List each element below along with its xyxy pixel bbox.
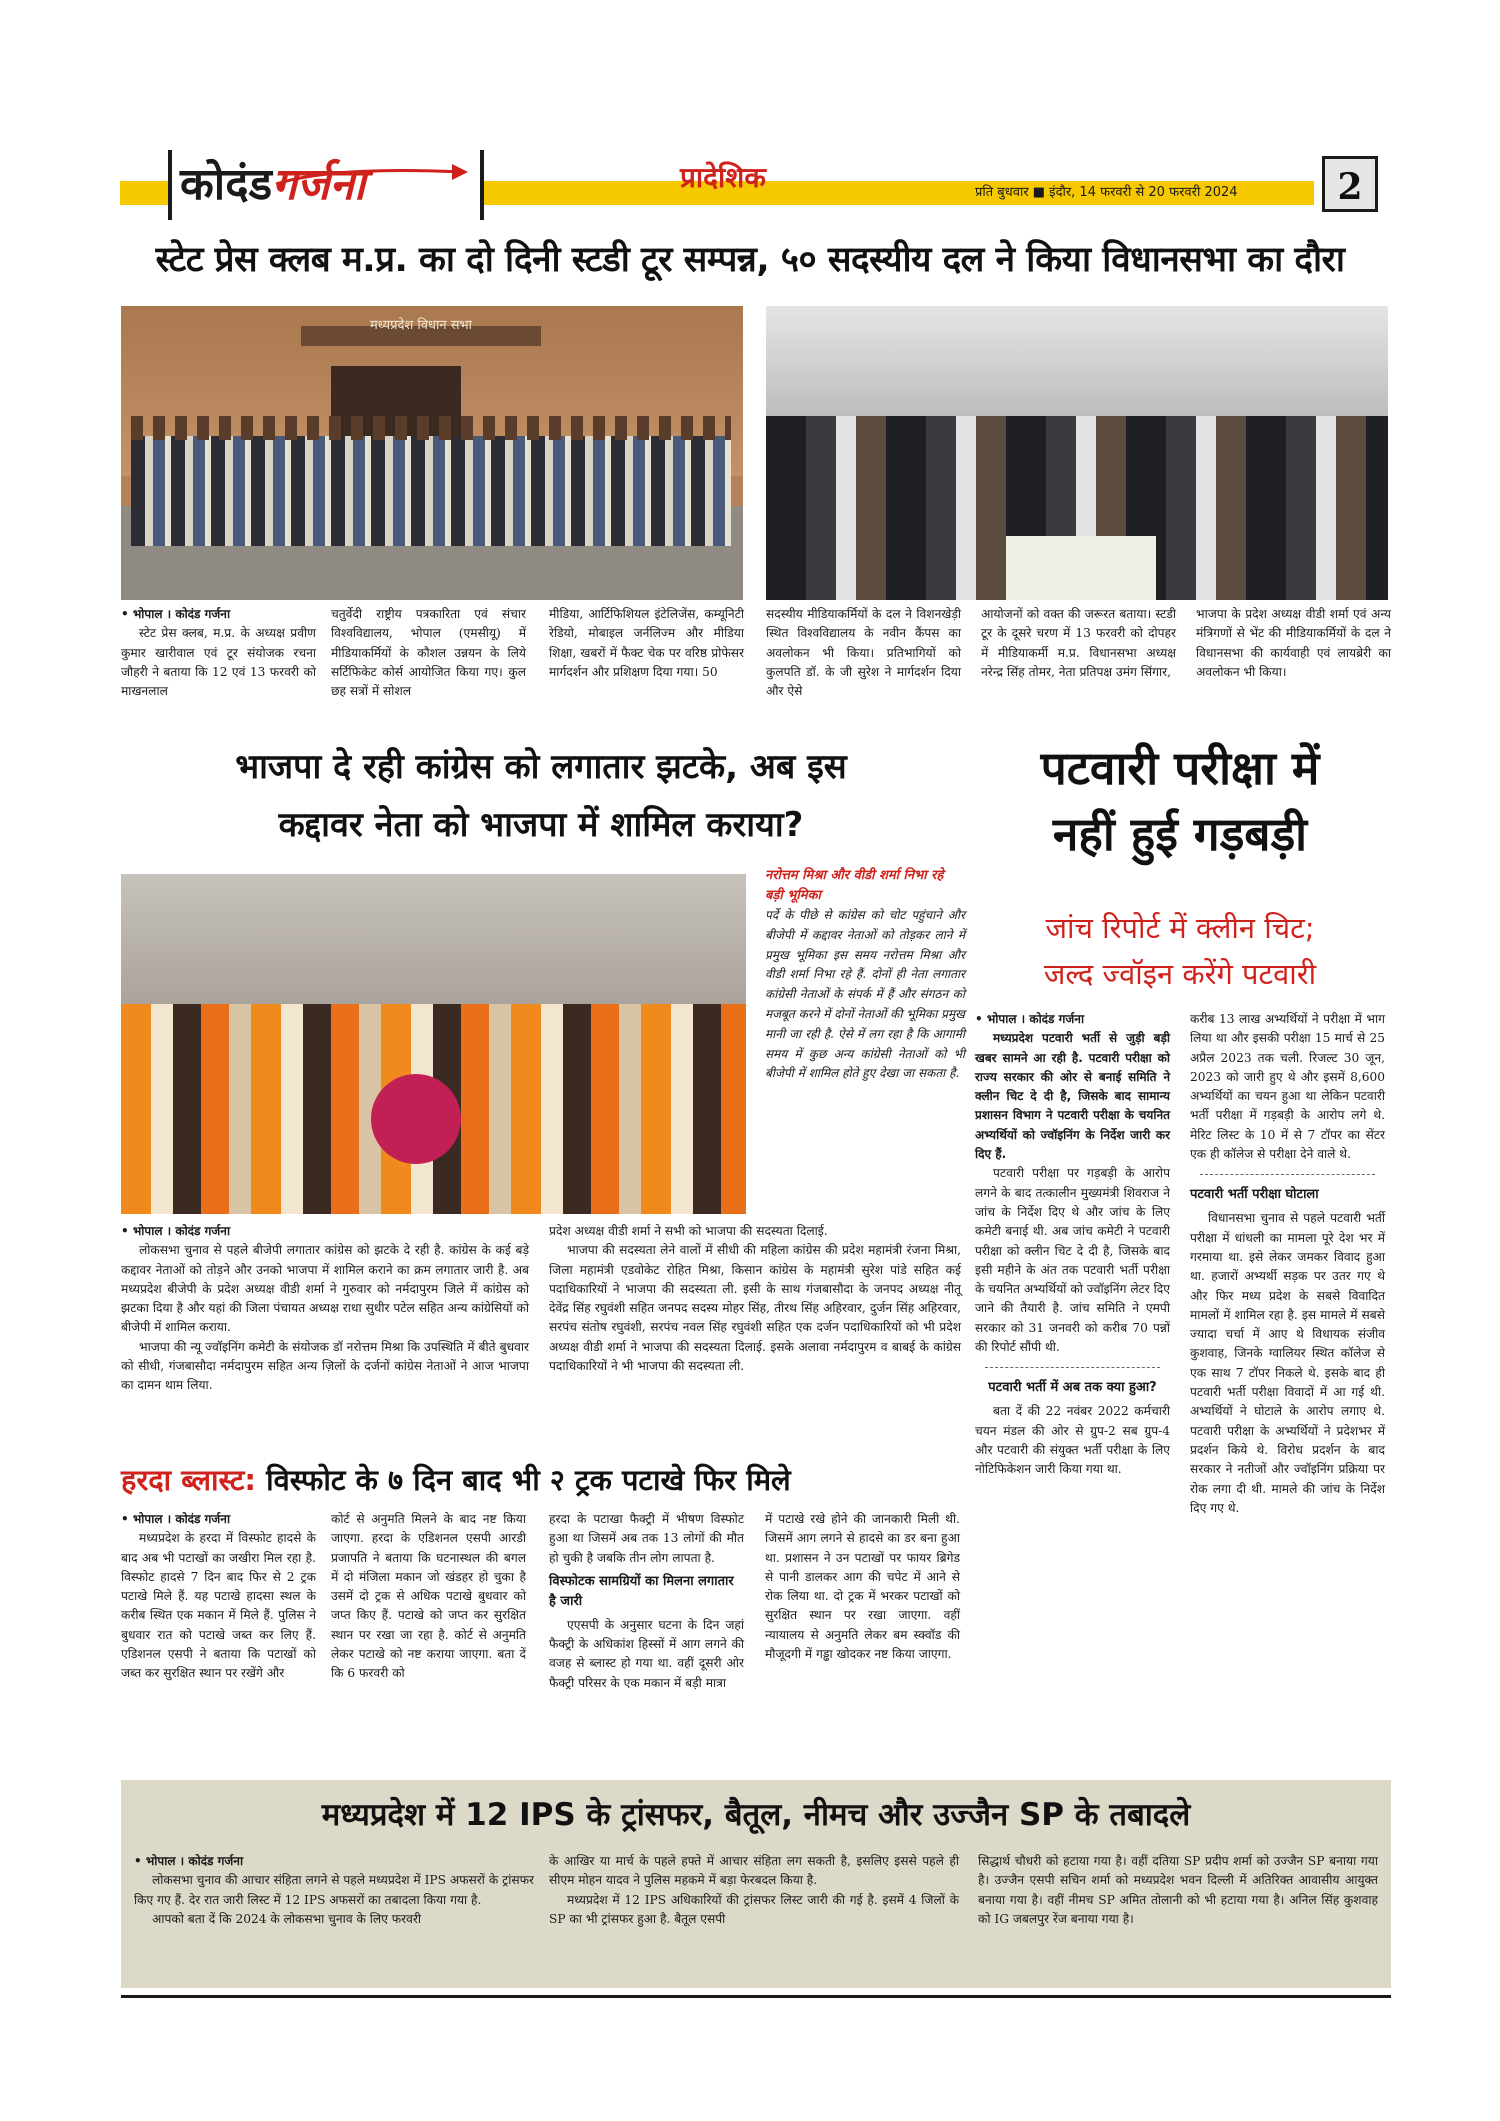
issue-info: प्रति बुधवार ■ इंदौर, 14 फरवरी से 20 फरवरी 2024 — [975, 185, 1238, 200]
story1-col6: भाजपा के प्रदेश अध्यक्ष वीडी शर्मा एवं अन्य मंत्रिगणों से भेंट की मीडियाकर्मियों के दल ने विधानसभा की कार्यवाही एवं लायब्रेरी का अवलोकन भी किया। — [1196, 607, 1391, 679]
logo-part-2: गर्जना — [272, 159, 366, 210]
logo-arrow-icon — [272, 156, 472, 196]
story3-col1: • भोपाल । कोदंड गर्जना मध्यप्रदेश पटवारी भर्ती से जुड़ी बड़ी खबर सामने आ रही है. पटवारी परीक्षा को राज्य सरकार की ओर से बनाई समिति ने क्लीन चिट दे दी है, जिसके बाद सामान्य प्रशासन विभाग ने पटवारी परीक्षा के चयनित अभ्यर्थियों को ज्वॉइनिंग के निर्देश जारी कर दिए हैं. पटवारी परीक्षा पर गड़बड़ी के आरोप लगने के बाद तत्कालीन मुख्यमंत्री शिवराज ने जांच के निर्देश दिए थे और जांच के लिए कमेटी बनाई थी. अब जांच कमेटी ने पटवारी परीक्षा को क्लीन चिट दे दी है, जिसके बाद इसी महीने के अंत तक पटवारी भर्ती परीक्षा के चयनित अभ्यर्थियों को ज्वॉइनिंग लेटर दिए जाने की तैयारी है. जांच समिति ने एमपी सरकार को 31 जनवरी को करीब 70 पन्नों की रिपोर्ट सौंपी थी. पटवारी भर्ती में अब तक क्या हुआ? बता दें की 22 नवंबर 2022 कर्मचारी चयन मंडल की ओर से ग्रुप-2 सब ग्रुप-4 और पटवारी की संयुक्त भर्ती परीक्षा के लिए नोटिफिकेशन जारी किया गया था. — [975, 1012, 1170, 1477]
story2-col2: प्रदेश अध्यक्ष वीडी शर्मा ने सभी को भाजपा की सदस्यता दिलाई. भाजपा की सदस्यता लेने वालों में सीधी की महिला कांग्रेस की प्रदेश महामंत्री रंजना मिश्रा, जिला महामंत्री एडवोकेट रोहित मिश्रा, किसान कांग्रेस के महामंत्री सुरेश पांडे सहित कई पदाधिकारियों ने भाजपा की सदस्यता ली. इसी के साथ गंजबासौदा के जनपद अध्यक्ष नीतू देवेंद्र सिंह रघुवंशी सहित जनपद सदस्य मोहर सिंह, तीरथ सिंह अहिरवार, दुर्जन सिंह अहिरवार, सरपंच संतोष रघुवंशी, सरपंच नवल सिंह रघुवंशी सहित एक दर्जन पदाधिकारियों को भी प्रदेश अध्यक्ष वीडी शर्मा ने भाजपा की सदस्यता दिलाई. इसके अलावा नर्मदापुरम व बाबई के कांग्रेस पदाधिकारियों ने भी भाजपा की सदस्यता ली. — [549, 1224, 961, 1374]
story2-sidebar — [765, 866, 965, 1084]
story5-col2: के आखिर या मार्च के पहले हफ्ते में आचार संहिता लग सकती है, इसलिए इससे पहले ही सीएम मोहन यादव ने पुलिस महकमे में बड़ा फेरबदल किया है. मध्यप्रदेश में 12 IPS अधिकारियों की ट्रांसफर लिस्ट जारी की गई है. इसमें 4 जिलों के SP का भी ट्रांसफर हुआ है. बैतूल एसपी — [549, 1854, 959, 1926]
story5-col3: सिद्धार्थ चौधरी को हटाया गया है। वहीं दतिया SP प्रदीप शर्मा को उज्जैन SP बनाया गया है। उज्जैन एसपी सचिन शर्मा को मध्यप्रदेश भवन दिल्ली में अतिरिक्त आवासीय आयुक्त बनाया गया है। वहीं नीमच SP अमित तोलानी को भी हटाया गया है। अनिल सिंह कुशवाह को IG जबलपुर रेंज बनाया गया है। — [978, 1854, 1378, 1926]
story3-headline-line2: नहीं हुई गड़बड़ी — [1052, 807, 1308, 861]
photo-bjp-joining — [121, 874, 746, 1214]
story3-col1-subhead: पटवारी भर्ती में अब तक क्या हुआ? — [988, 1380, 1157, 1396]
story2-headline-line2: कद्दावर नेता को भाजपा में शामिल कराया? — [278, 805, 804, 845]
story3-subhead-line2: जल्द ज्वॉइन करेंगे पटवारी — [1043, 957, 1317, 991]
story4-col1: • भोपाल । कोदंड गर्जना मध्यप्रदेश के हरदा में विस्फोट हादसे के बाद अब भी पटाखों का जखीरा मिल रहा है. विस्फोट हादसे 7 दिन बाद फिर से 2 ट्रक पटाखे मिले हैं. यह पटाखे हादसा स्थल के करीब स्थित एक मकान में मिले हैं. पुलिस ने बुधवार रात को पटाखे जब्त कर लिए हैं. एडिशनल एसपी ने बताया कि पटाखों को जब्त कर सुरक्षित स्थान पर रखेंगे और — [121, 1512, 316, 1681]
story4-headline — [121, 1458, 961, 1502]
story1-col5: आयोजनों को वक्त की जरूरत बताया। स्टडी टूर के दूसरे चरण में 13 फरवरी को दोपहर में मीडियाकर्मी म.प्र. विधानसभा अध्यक्ष नरेन्द्र सिंह तोमर, नेता प्रतिपक्ष उमंग सिंगार, — [981, 607, 1176, 679]
story4-headline-tag: हरदा ब्लास्ट: — [121, 1463, 256, 1497]
building-sign: मध्यप्रदेश विधान सभा — [369, 318, 473, 333]
divider — [1200, 1174, 1375, 1175]
story3-subhead-line1: जांच रिपोर्ट में क्लीन चिट; — [1045, 911, 1315, 945]
story1-col3: मीडिया, आर्टिफिशियल इंटेलिजेंस, कम्यूनिटी रेडियो, मोबाइल जर्नलिज्म और मीडिया शिक्षा, खबरों में फैक्ट चेक पर वरिष्ठ प्रोफेसर मार्गदर्शन और प्रशिक्षण दिया गया। 50 — [549, 607, 744, 679]
story3-headline — [975, 735, 1385, 867]
story3-col2-subhead: पटवारी भर्ती परीक्षा घोटाला — [1190, 1187, 1319, 1203]
story2-col1: • भोपाल । कोदंड गर्जना लोकसभा चुनाव से पहले बीजेपी लगातार कांग्रेस को झटके दे रही है. कांग्रेस के कई बड़े कद्दावर नेताओं को तोड़ने और उनको भाजपा में शामिल कराने का क्रम लगातार जारी है. अब मध्यप्रदेश बीजेपी के प्रदेश अध्यक्ष वीडी शर्मा ने गुरुवार को नर्मदापुरम जिले में कांग्रेस को झटका दिया है और यहां की जिला पंचायत अध्यक्ष राधा सुधीर पटेल सहित अन्य कांग्रेसियों को बीजेपी में शामिल कराया. भाजपा की न्यू ज्वॉइनिंग कमेटी के संयोजक डॉ नरोत्तम मिश्रा कि उपस्थिति में बीते बुधवार को सीधी, गंजबासौदा नर्मदापुरम सहित अन्य ज़िलों के दर्जनों कांग्रेस नेताओं ने आज भाजपा का दामन थाम लिया. — [121, 1224, 529, 1393]
story1-col1: • भोपाल । कोदंड गर्जना स्टेट प्रेस क्लब, म.प्र. के अध्यक्ष प्रवीण कुमार खारीवाल एवं टूर संयोजक रचना जौहरी ने बताया कि 12 एवं 13 फरवरी को माखनलाल — [121, 607, 316, 699]
masthead-yellow-bar-left — [120, 181, 172, 205]
section-title: प्रादेशिक — [680, 161, 766, 194]
story2-headline-line1: भाजपा दे रही कांग्रेस को लगातार झटके, अब इस — [235, 747, 847, 787]
story4-col3-subhead: विस्फोटक सामग्रियों का मिलना लगातार है जारी — [549, 1573, 734, 1609]
story5-headline: मध्यप्रदेश में 12 IPS के ट्रांसफर, बैतूल, नीमच और उज्जैन SP के तबादले — [321, 1797, 1191, 1833]
photo-meeting-officials — [766, 306, 1388, 600]
story4-headline-text: विस्फोट के ७ दिन बाद भी २ ट्रक पटाखे फिर मिले — [256, 1463, 791, 1497]
story3-subhead — [975, 905, 1385, 997]
divider — [985, 1367, 1160, 1368]
story3-col2: करीब 13 लाख अभ्यर्थियों ने परीक्षा में भाग लिया था और इसकी परीक्षा 15 मार्च से 25 अप्रैल 2023 तक चली. रिजल्ट 30 जून, 2023 को जारी हुए थे और इसमें 8,600 अभ्यर्थियों का चयन हुआ था लेकिन पटवारी भर्ती परीक्षा में गड़बड़ी के आरोप लगे थे. मेरिट लिस्ट के 10 में से 7 टॉपर का सेंटर एक ही कॉलेज से परीक्षा देने वाले थे. पटवारी भर्ती परीक्षा घोटाला विधानसभा चुनाव से पहले पटवारी भर्ती परीक्षा में धांधली का मामला पूरे देश भर में गरमाया था. इसे लेकर जमकर विवाद हुआ था. हजारों अभ्यर्थी सड़क पर उतर गए थे और फिर मध्य प्रदेश के सबसे विवादित मामलों में शामिल रहा है. इस मामले में सबसे ज्यादा चर्चा में आए थे विधायक संजीव कुशवाह, जिनके ग्वालियर स्थित कॉलेज से एक साथ 7 टॉपर निकले थे. इसके बाद ही पटवारी भर्ती परीक्षा विवादों में आ गई थी. अभ्यर्थियों ने घोटाले के आरोप लगाए थे. पटवारी परीक्षा के अभ्यर्थियों ने प्रदेशभर में प्रदर्शन किये थे. विरोध प्रदर्शन के बाद सरकार ने नतीजों और ज्वॉइनिंग प्रक्रिया पर रोक लगा दी थी. मामले की जांच के निर्देश दिए गए थे. — [1190, 1012, 1385, 1515]
story1-col2: चतुर्वेदी राष्ट्रीय पत्रकारिता एवं संचार विश्वविद्यालय, भोपाल (एमसीयू) में मीडियाकर्मियों के कौशल उन्नयन के लिये सर्टिफिकेट कोर्स आयोजित किया गए। कुल छह सत्रों में सोशल — [331, 607, 526, 699]
photo-vidhan-sabha-group — [121, 306, 743, 600]
story1-headline: स्टेट प्रेस क्लब म.प्र. का दो दिनी स्टडी टूर सम्पन्न, ५० सदस्यीय दल ने किया विधानसभा का दौरा — [155, 240, 1345, 280]
page-number: 2 — [1322, 156, 1378, 212]
story2-sidebar-title: नरोत्तम मिश्रा और वीडी शर्मा निभा रहे बड़ी भूमिका — [765, 868, 944, 903]
story4-col3: हरदा के पटाखा फैक्ट्री में भीषण विस्फोट हुआ था जिसमें अब तक 13 लोगों की मौत हो चुकी है जबकि तीन लोग लापता है. विस्फोटक सामग्रियों का मिलना लगातार है जारी एएसपी के अनुसार घटना के दिन जहां फैक्ट्री के अधिकांश हिस्सों में आग लगने की वजह से ब्लास्ट हो गया था. वहीं दूसरी ओर फैक्ट्री परिसर के एक मकान में बड़ी मात्रा — [549, 1512, 744, 1690]
story1-col4: सदस्यीय मीडियाकर्मियों के दल ने विशनखेड़ी स्थित विश्वविद्यालय के नवीन कैंपस का अवलोकन भी किया। प्रतिभागियों को कुलपति डॉ. के जी सुरेश ने मार्गदर्शन दिया और ऐसे — [766, 607, 961, 699]
story4-col2: कोर्ट से अनुमति मिलने के बाद नष्ट किया जाएगा. हरदा के एडिशनल एसपी आरडी प्रजापति ने बताया कि घटनास्थल की बगल में दो मंजिला मकान जो खंडहर हो चुका है उसमें दो ट्रक से अधिक पटाखे बुधवार को जप्त किए हैं. पटाखे को जप्त कर सुरक्षित स्थान पर रखा जा रहा है. कोर्ट से अनुमति लेकर पटाखे को नष्ट कराया जाएगा. बता दें कि 6 फरवरी को — [331, 1512, 526, 1681]
story2-sidebar-body: पर्दे के पीछे से कांग्रेस को चोट पहुंचाने और बीजेपी में कद्दावर नेताओं को तोड़कर लाने में प्रमुख भूमिका इस समय नरोत्तम मिश्रा और वीडी शर्मा निभा रहे हैं. दोनों ही नेता लगातार कांग्रेसी नेताओं के संपर्क में हैं और संगठन को मजबूत करने में दोनों नेताओं की भूमिका प्रमुख मानी जा रही है. ऐसे में लग रहा है कि आगामी समय में कुछ अन्य कांग्रेसी नेताओं को भी बीजेपी में शामिल होते हुए देखा जा सकता है. — [765, 908, 965, 1081]
story5-col1: • भोपाल । कोदंड गर्जना लोकसभा चुनाव की आचार संहिता लगने से पहले मध्यप्रदेश में IPS अफसरों के ट्रांसफर किए गए हैं. देर रात जारी लिस्ट में 12 IPS अफसरों का तबादला किया गया है. आपको बता दें कि 2024 के लोकसभा चुनाव के लिए फरवरी — [134, 1854, 534, 1926]
masthead-divider-left — [168, 150, 172, 220]
story3-headline-line1: पटवारी परीक्षा में — [1040, 741, 1320, 795]
page-bottom-rule — [121, 1995, 1391, 1998]
logo-part-1: कोदंड — [180, 159, 273, 210]
story2-headline — [121, 738, 961, 854]
story4-col4: में पटाखे रखे होने की जानकारी मिली थी. जिसमें आग लगने से हादसे का डर बना हुआ था. प्रशासन ने उन पटाखों पर फायर ब्रिगेड से पानी डालकर आग की चपेट में आने से रोक लिया था. दो ट्रक में भरकर पटाखों को सुरक्षित स्थान पर रखा जाएगा. वहीं न्यायालय से अनुमति लेकर बम स्क्वॉड की मौजूदगी में गड्ढा खोदकर नष्ट किया जाएगा. — [765, 1512, 960, 1662]
